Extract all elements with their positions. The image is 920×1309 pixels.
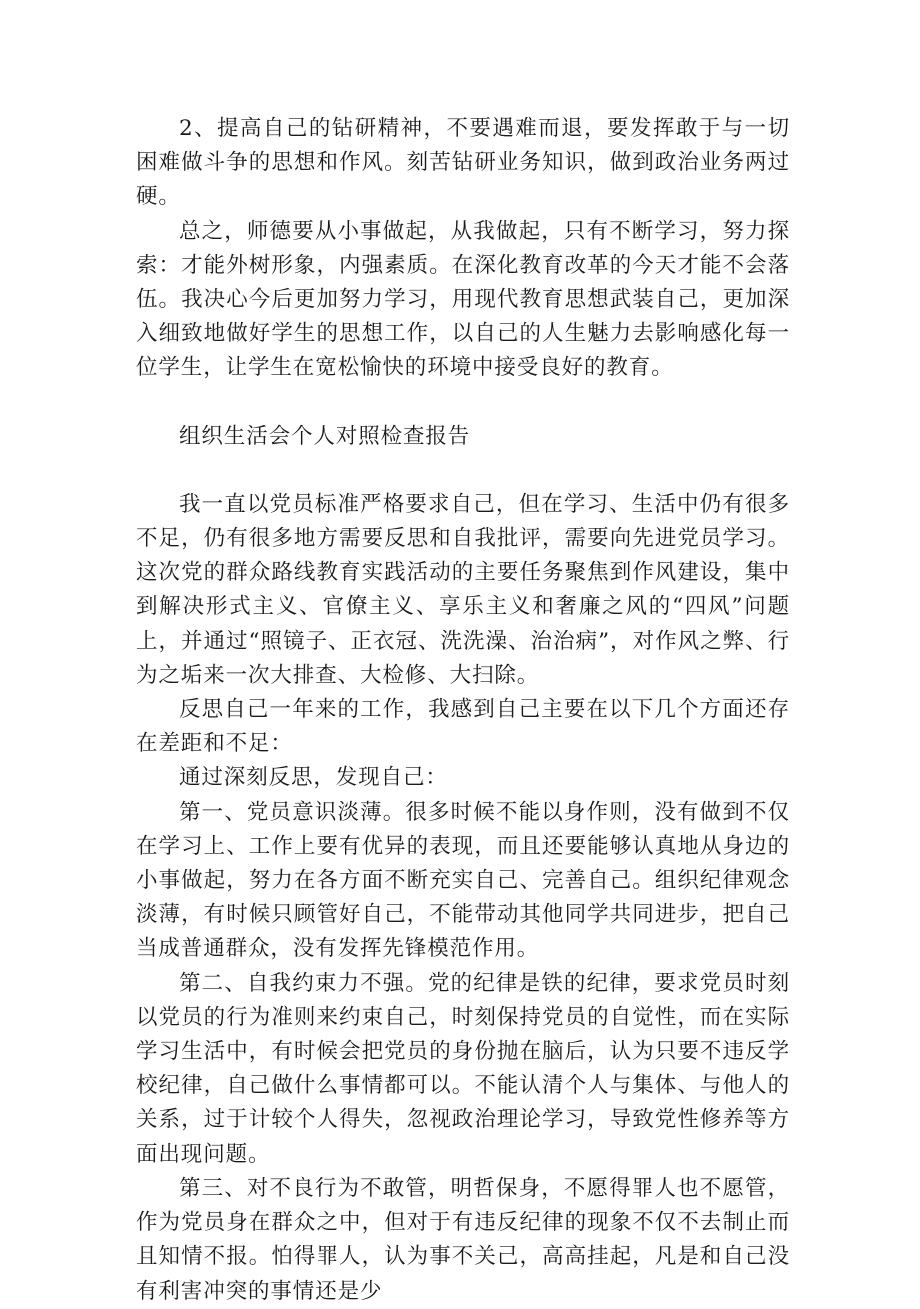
paragraph-research-spirit: 2、提高自己的钻研精神，不要遇难而退，要发挥敢于与一切困难做斗争的思想和作风。刻苦钻研业务知识，做到政治业务两过硬。	[136, 116, 790, 210]
paragraph-point-one: 第一、党员意识淡薄。很多时候不能以身作则，没有做到不仅在学习上、工作上要有优异的表现，而且还要能够认真地从身边的小事做起，努力在各方面不断充实自己、完善自己。组织纪律观念淡薄，有时候只顾管好自己，不能带动其他同学共同进步，把自己当成普通群众，没有发挥先锋模范作用。	[136, 799, 790, 962]
paragraph-reflection: 反思自己一年来的工作，我感到自己主要在以下几个方面还存在差距和不足：	[136, 697, 790, 757]
document-body	[136, 112, 790, 1309]
paragraph-point-three: 第三、对不良行为不敢管，明哲保身，不愿得罪人也不愿管，作为党员身在群众之中，但对于有违反纪律的现象不仅不去制止而且知情不报。怕得罪人，认为事不关己，高高挂起，凡是和自己没有利害冲突的事情还是少	[136, 1175, 790, 1304]
paragraph-conclusion: 总之，师德要从小事做起，从我做起，只有不断学习，努力探索：才能外树形象，内强素质。在深化教育改革的今天才能不会落伍。我决心今后更加努力学习，用现代教育思想武装自己，更加深入细致地做好学生的思想工作，以自己的人生魅力去影响感化每一位学生，让学生在宽松愉快的环境中接受良好的教育。	[136, 218, 790, 381]
paragraph-intro: 我一直以党员标准严格要求自己，但在学习、生活中仍有很多不足，仍有很多地方需要反思和自我批评，需要向先进党员学习。这次党的群众路线教育实践活动的主要任务聚焦到作风建设，集中到解决形式主义、官僚主义、享乐主义和奢廉之风的“四风”问题上，并通过“照镜子、正衣冠、洗洗澡、治治病”，对作风之弊、行为之垢来一次大排查、大检修、大扫除。	[136, 491, 790, 688]
section-title: 组织生活会个人对照检查报告	[179, 423, 471, 449]
paragraph-point-two: 第二、自我约束力不强。党的纪律是铁的纪律，要求党员时刻以党员的行为准则来约束自己，时刻保持党员的自觉性，而在实际学习生活中，有时候会把党员的身份抛在脑后，认为只要不违反学校纪律，自己做什么事情都可以。不能认清个人与集体、与他人的关系，过于计较个人得失，忽视政治理论学习，导致党性修养等方面出现问题。	[136, 970, 790, 1167]
paragraph-findings-lead: 通过深刻反思，发现自己：	[179, 765, 448, 791]
